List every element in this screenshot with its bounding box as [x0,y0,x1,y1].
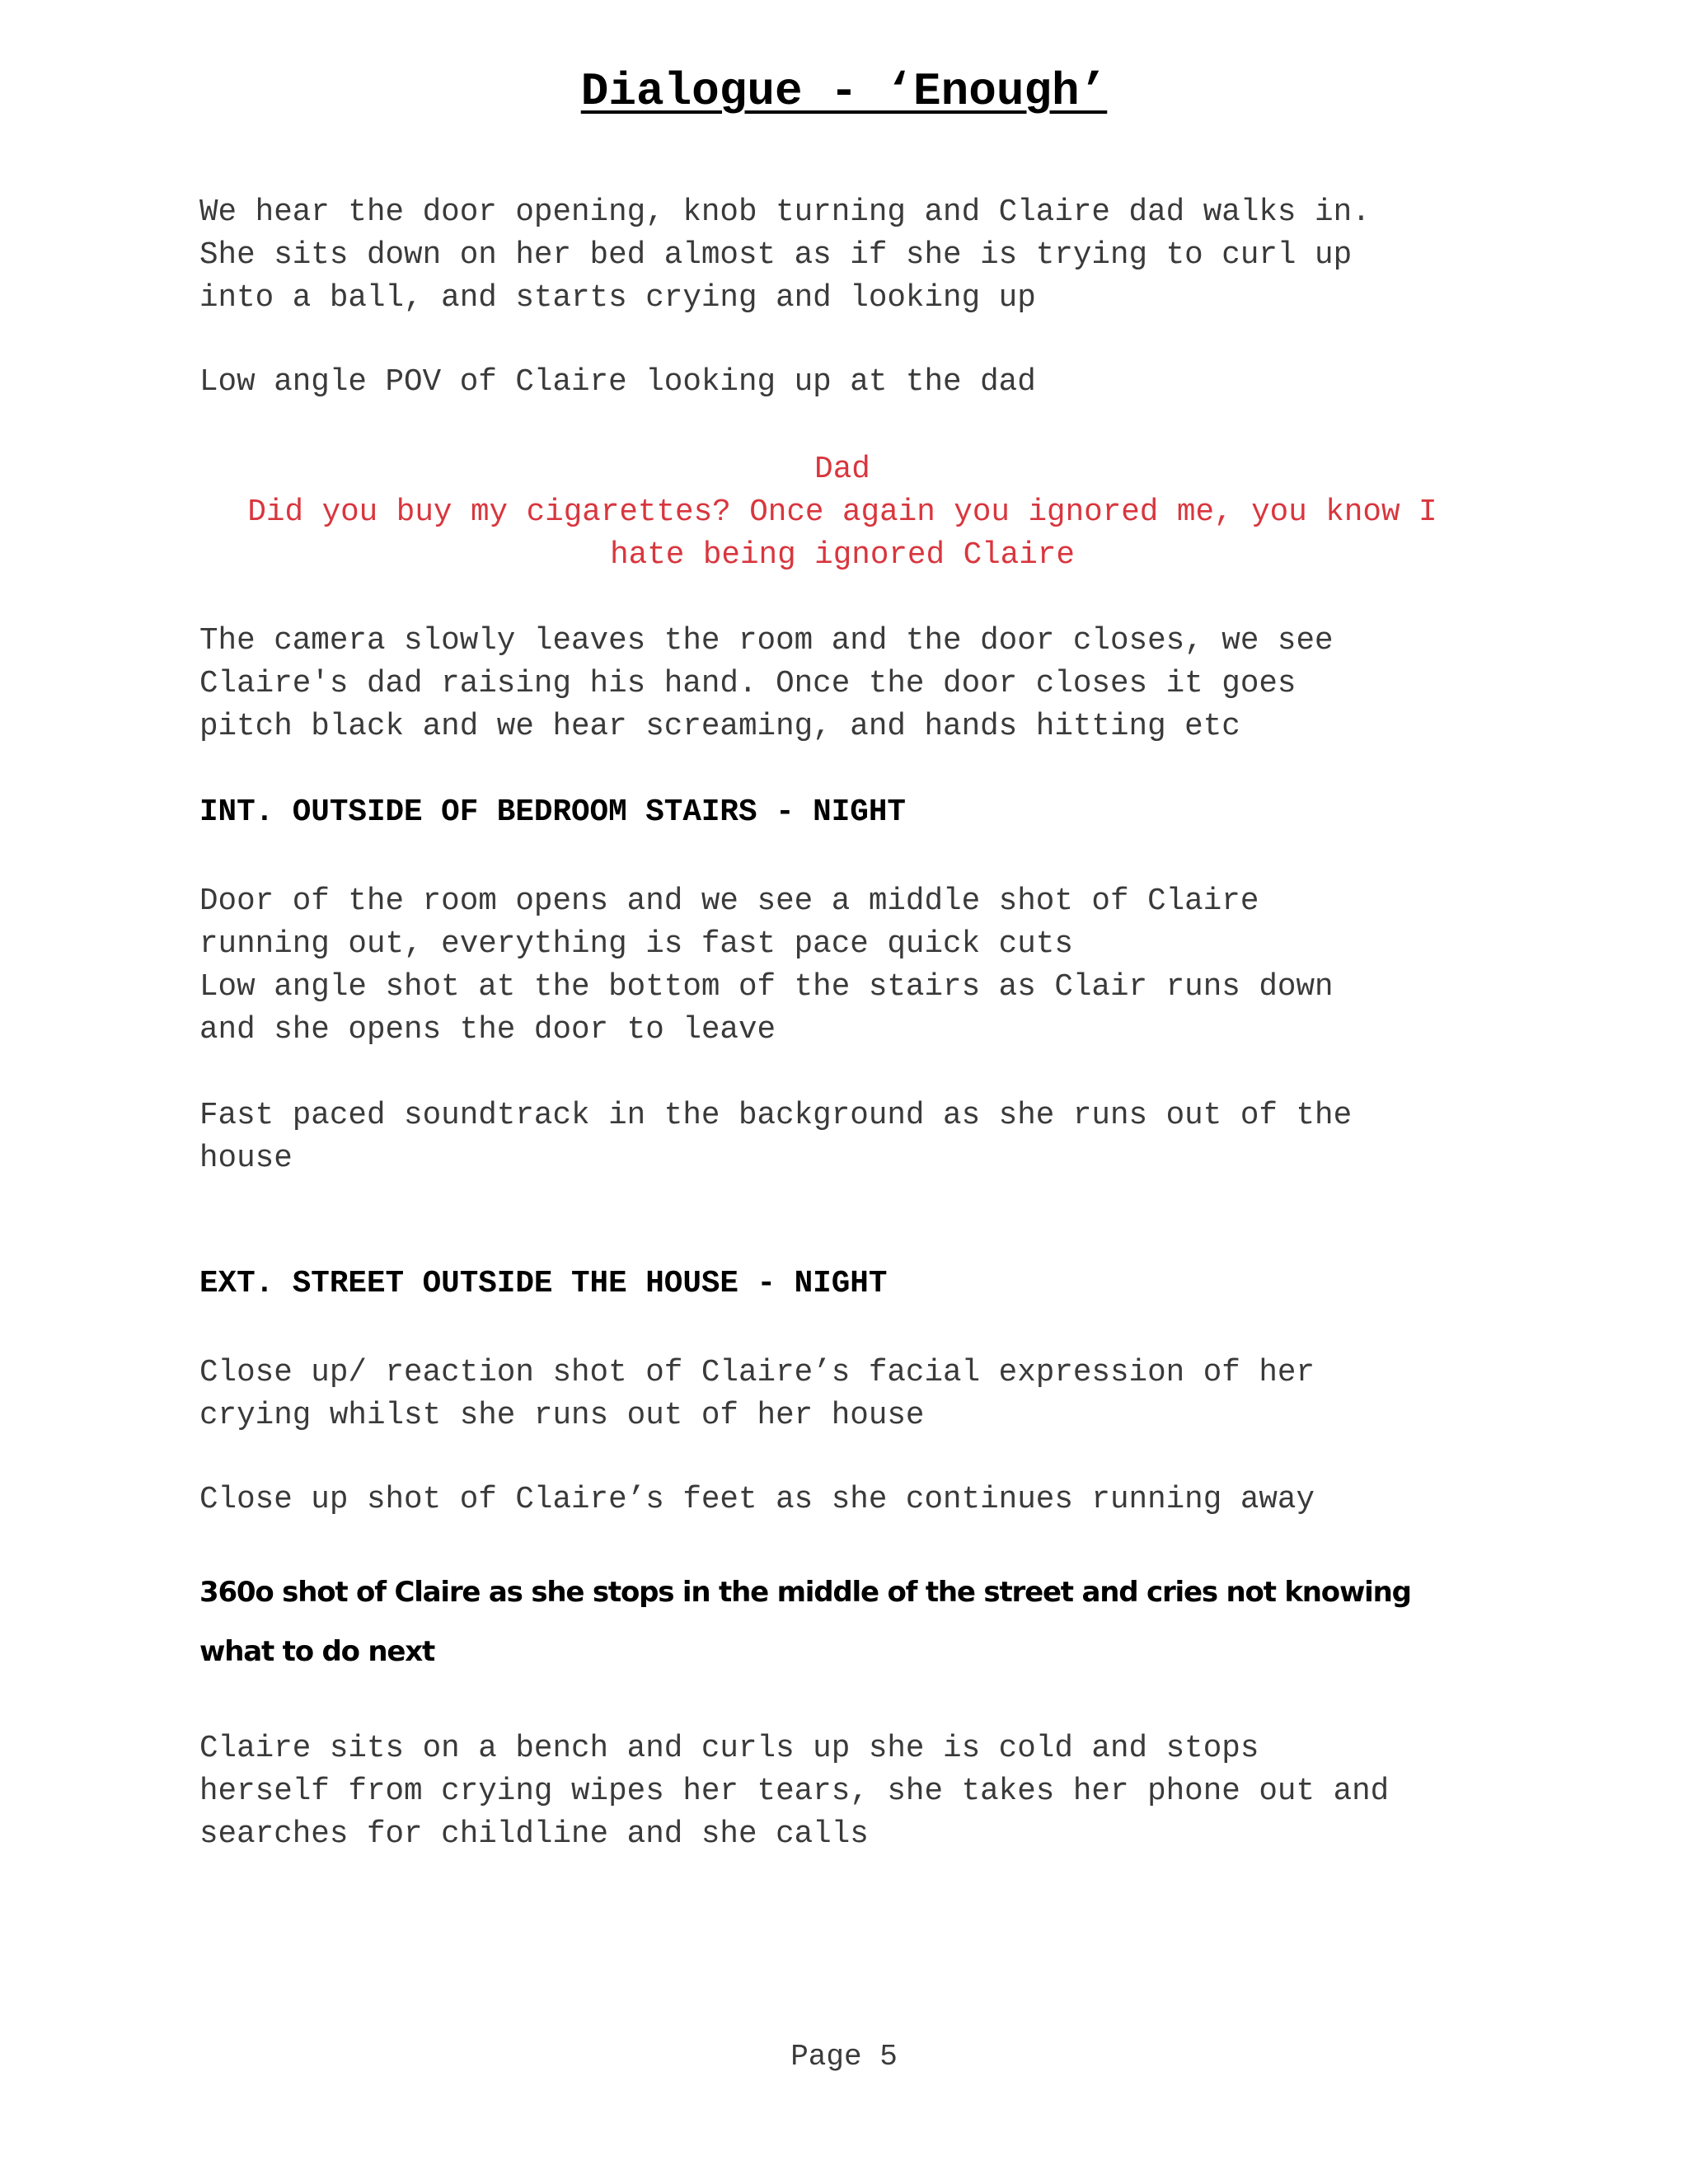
scene-heading-bedroom-stairs: INT. OUTSIDE OF BEDROOM STAIRS - NIGHT [199,795,906,830]
action-paragraph-low-angle-pov: Low angle POV of Claire looking up at the dad [199,365,1036,400]
action-paragraph-soundtrack: Fast paced soundtrack in the background as she runs out of the house [199,1099,1353,1176]
action-paragraph-door-opens: Door of the room opens and we see a middle shot of Claire running out, everything is fast pace quick cuts Low angle shot at the bottom of the stairs as Clair runs down and she opens the door to leave [199,884,1334,1047]
document-title [0,63,1688,120]
document-title-text: Dialogue - ‘Enough’ [580,65,1108,118]
action-paragraph-close-up-reaction: Close up/ reaction shot of Claire’s facial expression of her crying whilst she runs out of her house [199,1356,1315,1433]
page-number: Page 5 [790,2040,898,2074]
action-paragraph-door-opening: We hear the door opening, knob turning and Claire dad walks in. She sits down on her bed almost as if she is trying to curl up into a ball, and starts crying and looking up [199,195,1371,316]
action-paragraph-camera-leaves: The camera slowly leaves the room and the door closes, we see Claire's dad raising his hand. Once the door closes it goes pitch black and we hear screaming, and hands hitting etc [199,624,1334,744]
scene-heading-street: EXT. STREET OUTSIDE THE HOUSE - NIGHT [199,1267,888,1301]
action-paragraph-bench: Claire sits on a bench and curls up she is cold and stops herself from crying wipes her tears, she takes her phone out and searches for childline and she calls [199,1732,1390,1852]
dialogue-line: Did you buy my cigarettes? Once again you ignored me, you know I hate being ignored Claire [247,495,1437,573]
action-paragraph-close-up-feet: Close up shot of Claire’s feet as she continues running away [199,1483,1315,1517]
dialogue-character-name: Dad [814,452,870,487]
action-paragraph-360-shot: 360o shot of Claire as she stops in the middle of the street and cries not knowing what to do next [199,1576,1411,1668]
